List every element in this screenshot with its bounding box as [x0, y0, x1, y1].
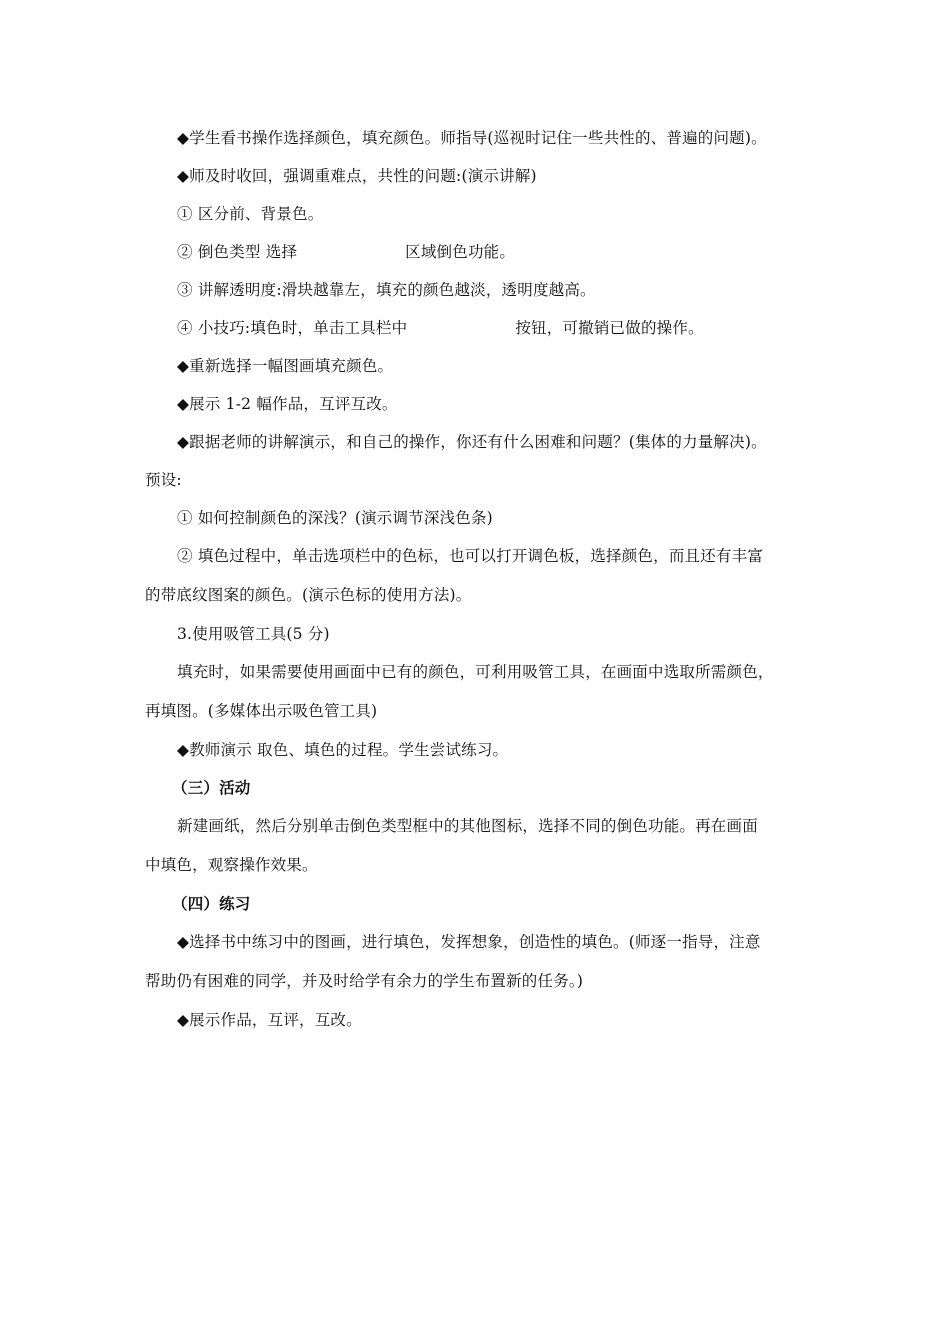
paragraph-reselect: ◆重新选择一幅图画填充颜色。 — [177, 357, 394, 375]
paragraph-show-works: ◆展示 1-2 幅作品，互评互改。 — [177, 395, 398, 413]
paragraph-teacher-demo: ◆教师演示 取色、填色的过程。学生尝试练习。 — [177, 741, 509, 759]
point-1: ① 区分前、背景色。 — [177, 205, 324, 223]
point-4-end: 按钮，可撤销已做的操作。 — [515, 319, 704, 337]
point-4 — [177, 318, 812, 338]
paragraph-eyedropper-line1: 填充时，如果需要使用画面中已有的颜色，可利用吸管工具，在画面中选取所需颜色， — [177, 663, 774, 681]
point-3: ③ 讲解透明度:滑块越靠左，填充的颜色越淡，透明度越高。 — [177, 281, 596, 299]
point-4-start: ④ 小技巧:填色时，单击工具栏中 — [177, 319, 408, 337]
paragraph-student-fill: ◆学生看书操作选择颜色，填充颜色。师指导(巡视时记住一些共性的、普遍的问题)。 — [177, 129, 767, 147]
preset-2-line1: ② 填色过程中，单击选项栏中的色标，也可以打开调色板，选择颜色，而且还有丰富 — [177, 547, 764, 565]
paragraph-practice-line1: ◆选择书中练习中的图画，进行填色，发挥想象，创造性的填色。(师逐一指导，注意 — [177, 933, 761, 951]
paragraph-questions: ◆跟据老师的讲解演示，和自己的操作，你还有什么困难和问题？(集体的力量解决)。 — [177, 433, 767, 451]
label-preset: 预设: — [145, 471, 182, 489]
point-2-end: 区域倒色功能。 — [405, 243, 516, 261]
preset-2-line2: 的带底纹图案的颜色。(演示色标的使用方法)。 — [145, 586, 472, 604]
point-2 — [177, 242, 812, 262]
heading-practice: （四）练习 — [172, 894, 251, 913]
paragraph-activity-line2: 中填色，观察操作效果。 — [145, 856, 318, 874]
heading-activity: （三）活动 — [172, 778, 251, 797]
section-eyedropper: 3.使用吸管工具(5 分) — [177, 625, 330, 643]
paragraph-eyedropper-line2: 再填图。(多媒体出示吸色管工具) — [145, 702, 378, 720]
paragraph-practice-line2: 帮助仍有困难的同学，并及时给学有余力的学生布置新的任务。) — [145, 972, 584, 990]
paragraph-show-final: ◆展示作品，互评，互改。 — [177, 1011, 362, 1029]
point-2-start: ② 倒色类型 选择 — [177, 243, 298, 261]
preset-1: ① 如何控制颜色的深浅？(演示调节深浅色条) — [177, 509, 493, 527]
paragraph-activity-line1: 新建画纸，然后分别单击倒色类型框中的其他图标，选择不同的倒色功能。再在画面 — [177, 817, 758, 835]
paragraph-teacher-review: ◆师及时收回，强调重难点，共性的问题:(演示讲解) — [177, 167, 537, 185]
